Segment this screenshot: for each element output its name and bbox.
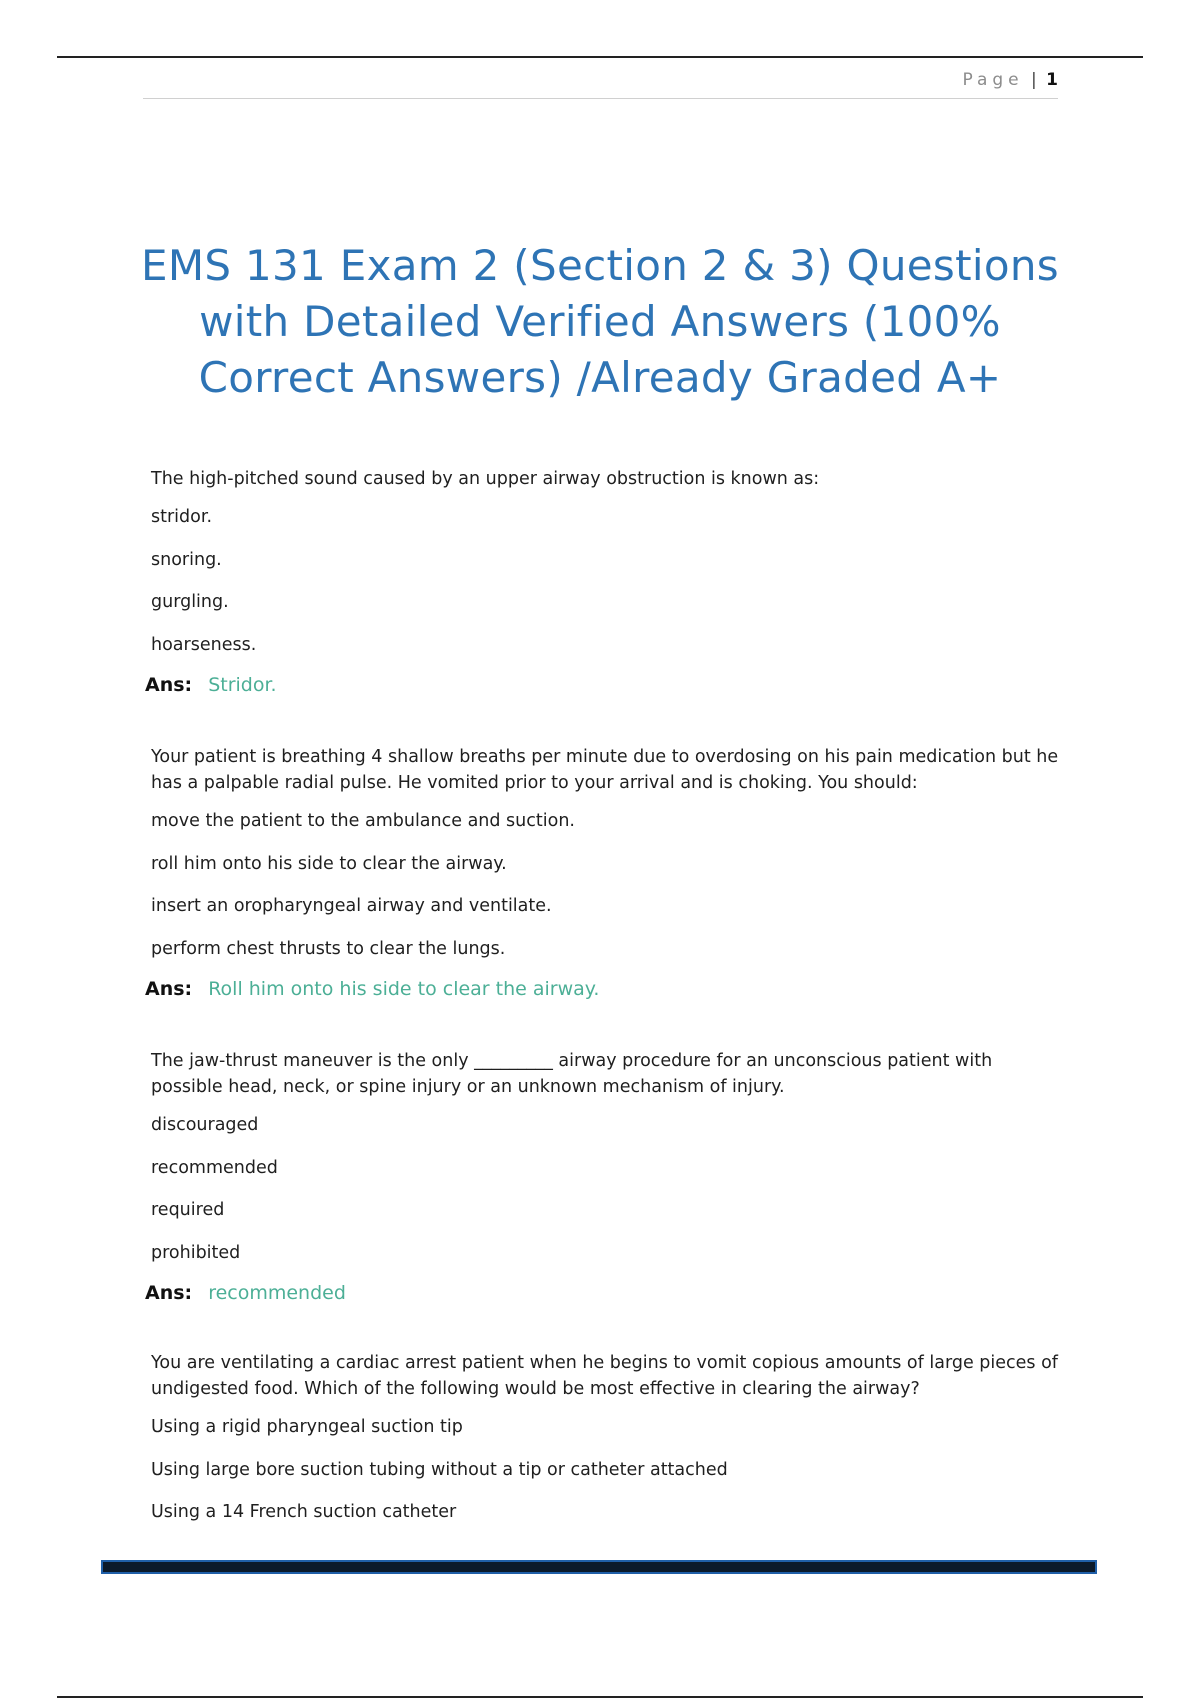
page-label: Page: [962, 70, 1024, 90]
option: stridor.: [151, 507, 213, 527]
question-2: [145, 744, 1065, 1000]
question-text: The high-pitched sound caused by an upper airway obstruction is known as:: [151, 469, 820, 489]
option: snoring.: [151, 549, 222, 570]
option-list: [145, 506, 1065, 656]
answer: [145, 978, 1065, 1000]
answer-value: Stridor.: [208, 674, 277, 696]
option: prohibited: [151, 1242, 241, 1263]
option: recommended: [151, 1157, 278, 1178]
option: Using large bore suction tubing without a tip or catheter attached: [151, 1459, 728, 1480]
question-text: Your patient is breathing 4 shallow breaths per minute due to overdosing on his pain medication but he has a palpable radial pulse. He vomited prior to your arrival and is choking. You should:: [151, 747, 1059, 793]
option: perform chest thrusts to clear the lungs.: [151, 938, 506, 959]
page-header: [143, 70, 1058, 99]
question-list: [145, 466, 1065, 1544]
option-list: [145, 1416, 1065, 1523]
option: hoarseness.: [151, 634, 257, 655]
question-text: You are ventilating a cardiac arrest patient when he begins to vomit copious amounts of large pieces of undigested food. Which of the following would be most effective in clearing the airway?: [151, 1353, 1058, 1399]
footer-bar: [101, 1560, 1097, 1574]
answer-label: Ans:: [145, 674, 193, 696]
option: move the patient to the ambulance and suction.: [151, 811, 575, 831]
question-3: [145, 1048, 1065, 1304]
option: gurgling.: [151, 592, 229, 612]
option-list: [145, 1114, 1065, 1264]
question-1: [145, 466, 1065, 696]
question-text: The jaw-thrust maneuver is the only _________ airway procedure for an unconscious patient with possible head, neck, or spine injury or an unknown mechanism of injury.: [151, 1051, 993, 1097]
page-number: 1: [1046, 70, 1058, 90]
answer: [145, 674, 1065, 696]
document-title: EMS 131 Exam 2 (Section 2 & 3) Questions with Detailed Verified Answers (100% Correct Answers) /Already Graded A+: [141, 241, 1059, 402]
option: Using a rigid pharyngeal suction tip: [151, 1417, 463, 1437]
answer-value: Roll him onto his side to clear the airway.: [208, 978, 600, 1000]
answer-label: Ans:: [145, 978, 193, 1000]
top-rule: [57, 56, 1143, 58]
page-separator: |: [1031, 70, 1037, 90]
option: required: [151, 1200, 225, 1220]
answer-value: recommended: [208, 1282, 346, 1304]
option: discouraged: [151, 1115, 259, 1135]
option: roll him onto his side to clear the airway.: [151, 853, 507, 874]
question-4: [145, 1350, 1065, 1523]
option-list: [145, 810, 1065, 960]
option: insert an oropharyngeal airway and ventilate.: [151, 896, 552, 916]
bottom-rule: [57, 1696, 1143, 1698]
option: Using a 14 French suction catheter: [151, 1502, 457, 1522]
answer: [145, 1282, 1065, 1304]
answer-label: Ans:: [145, 1282, 193, 1304]
